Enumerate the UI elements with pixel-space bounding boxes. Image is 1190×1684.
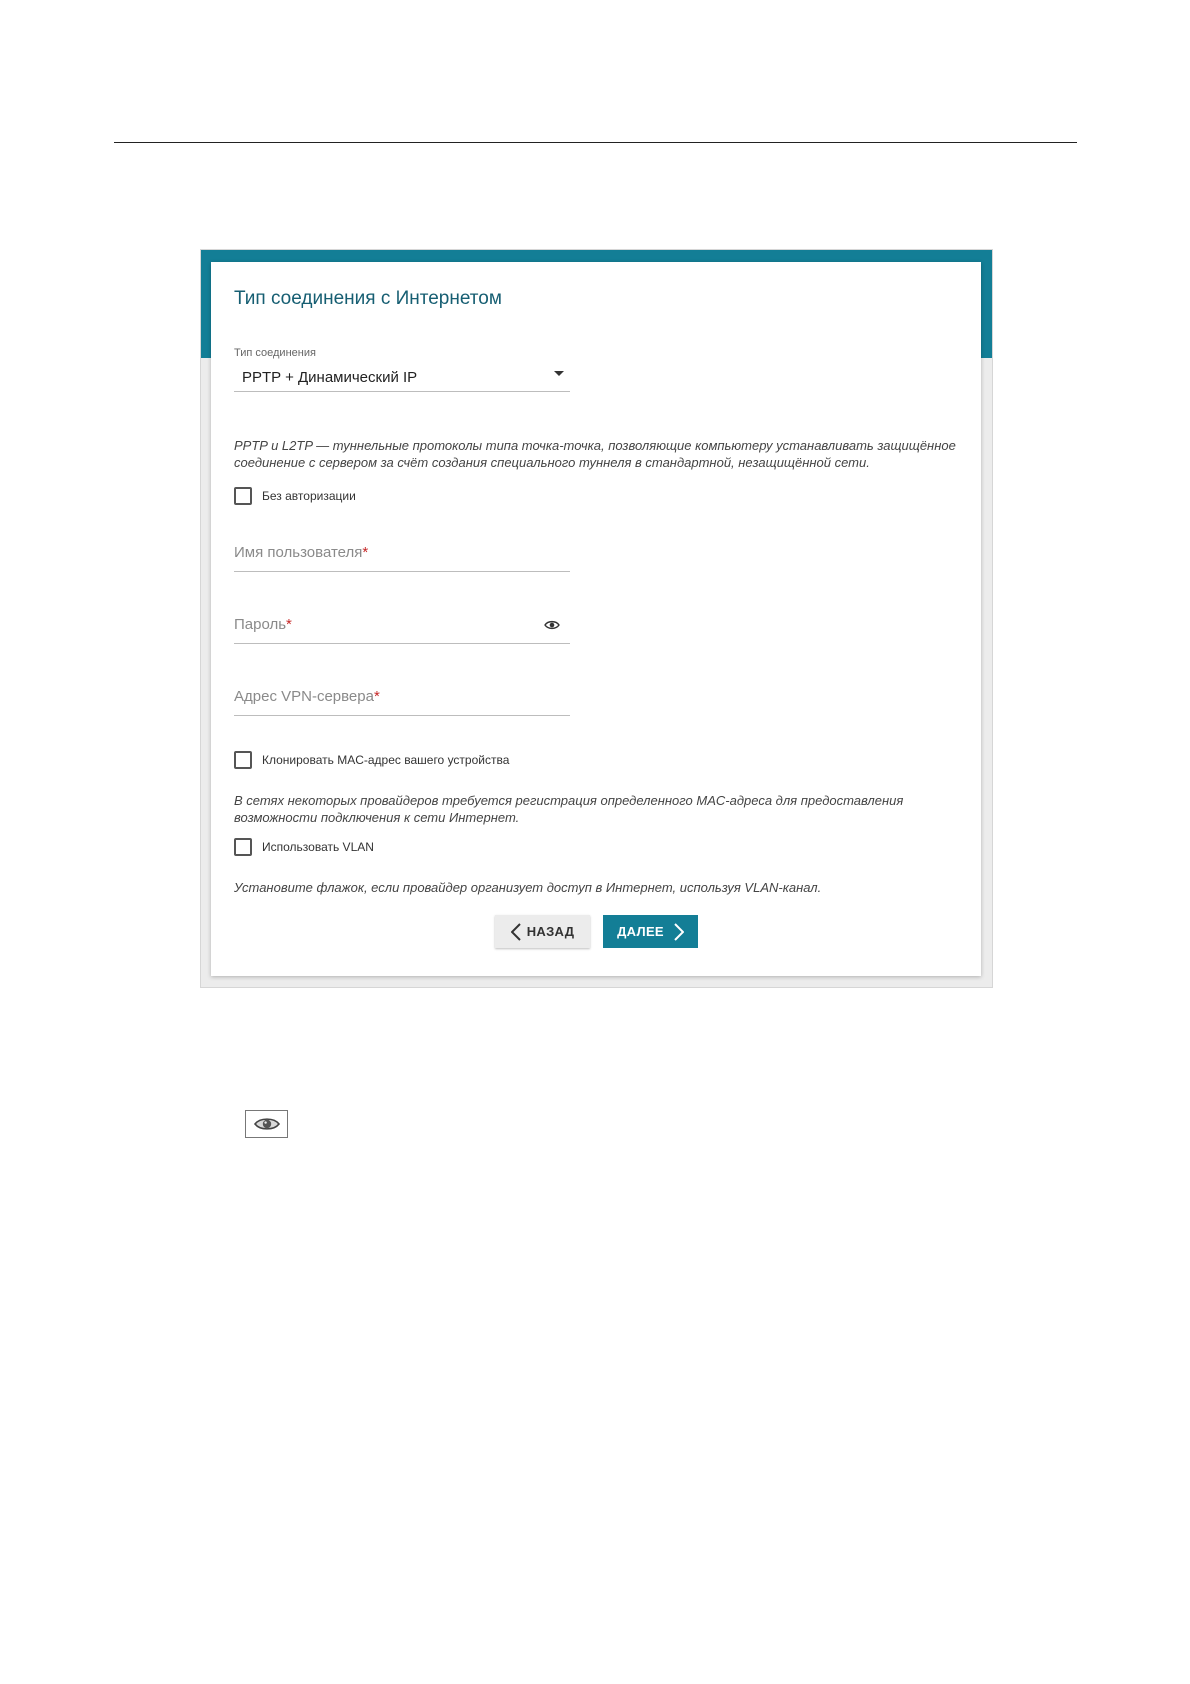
- no-auth-checkbox[interactable]: [234, 487, 252, 505]
- eye-icon[interactable]: [544, 620, 560, 630]
- username-field[interactable]: [234, 532, 570, 572]
- vpn-server-placeholder: Адрес VPN-сервера*: [234, 688, 380, 705]
- no-auth-row[interactable]: [234, 486, 356, 506]
- clone-mac-row[interactable]: [234, 750, 509, 770]
- clone-mac-label: Клонировать MAC-адрес вашего устройства: [262, 753, 510, 767]
- protocol-description: PPTP и L2TP — туннельные протоколы типа точка-точка, позволяющие компьютеру устанавливать защищённое соединение с сервером за счёт создания специального туннеля в стандартной, незащищённой сети.: [234, 438, 956, 470]
- no-auth-label: Без авторизации: [262, 489, 356, 503]
- chevron-right-icon: [674, 923, 684, 941]
- chevron-left-icon: [511, 923, 521, 941]
- connection-type-label: Тип соединения: [234, 347, 316, 359]
- caret-down-icon: [554, 371, 564, 376]
- connection-type-value: PPTP + Динамический IP: [242, 369, 418, 386]
- back-button[interactable]: [495, 915, 590, 948]
- use-vlan-row[interactable]: [234, 837, 374, 857]
- use-vlan-checkbox[interactable]: [234, 838, 252, 856]
- wizard-screenshot: [200, 249, 993, 988]
- page-title: Тип соединения с Интернетом: [234, 288, 502, 309]
- eye-icon-callout: [245, 1110, 288, 1138]
- header-rule: [114, 142, 1077, 143]
- connection-type-select[interactable]: [234, 362, 570, 392]
- use-vlan-description: Установите флажок, если провайдер организует доступ в Интернет, используя VLAN-канал.: [234, 880, 822, 895]
- password-field[interactable]: [234, 604, 570, 644]
- next-button[interactable]: [603, 915, 698, 948]
- password-placeholder: Пароль*: [234, 616, 292, 633]
- eye-icon: [253, 1116, 281, 1132]
- vpn-server-field[interactable]: [234, 676, 570, 716]
- connection-type-card: [211, 262, 981, 976]
- next-button-label: ДАЛЕЕ: [617, 924, 664, 939]
- back-button-label: НАЗАД: [526, 924, 575, 939]
- clone-mac-description: В сетях некоторых провайдеров требуется регистрация определенного MAC-адреса для предоставления возможности подключения к сети Интернет.: [234, 793, 904, 825]
- use-vlan-label: Использовать VLAN: [262, 840, 374, 854]
- clone-mac-checkbox[interactable]: [234, 751, 252, 769]
- username-placeholder: Имя пользователя*: [234, 544, 369, 561]
